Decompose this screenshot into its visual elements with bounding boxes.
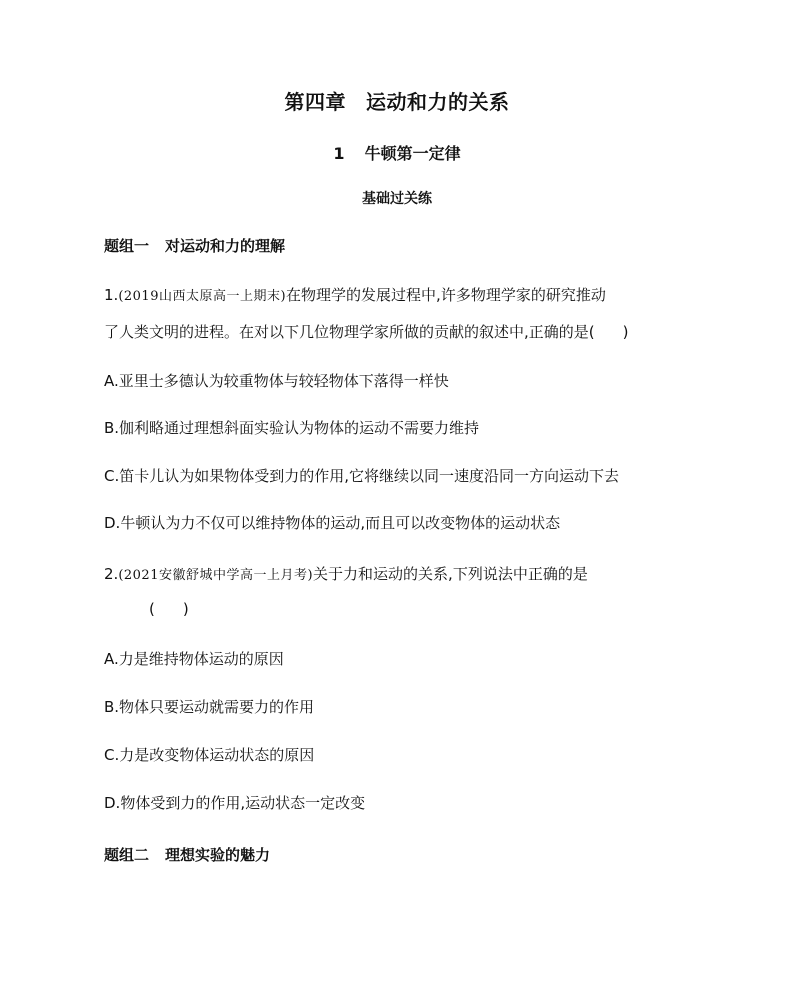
question-number: 2. — [104, 565, 119, 583]
question-2-option-d: D.物体受到力的作用,运动状态一定改变 — [104, 794, 366, 812]
group-heading-1 — [104, 239, 285, 254]
subsection-heading: 基础过关练 — [362, 191, 432, 207]
question-2-line-1 — [104, 567, 588, 582]
paren-close: ) — [182, 600, 189, 618]
chapter-number: 第四章 — [284, 90, 346, 114]
section-title: 牛顿第一定律 — [364, 144, 461, 163]
question-2-option-a: A.力是维持物体运动的原因 — [104, 650, 284, 668]
question-stem: 关于力和运动的关系,下列说法中正确的是 — [313, 565, 588, 583]
group-title: 对运动和力的理解 — [165, 237, 286, 255]
section-number: 1 — [333, 144, 345, 163]
group-title: 理想实验的魅力 — [165, 846, 271, 864]
section-heading — [0, 146, 794, 162]
question-source: (2021安徽舒城中学高一上月考) — [118, 568, 314, 583]
question-source: (2019山西太原高一上期末) — [118, 289, 287, 304]
question-1-option-a: A.亚里士多德认为较重物体与较轻物体下落得一样快 — [104, 372, 449, 390]
question-2-option-c: C.力是改变物体运动状态的原因 — [104, 746, 315, 764]
question-1-option-b: B.伽利略通过理想斜面实验认为物体的运动不需要力维持 — [104, 419, 480, 437]
chapter-heading — [0, 92, 794, 112]
question-stem: 在物理学的发展过程中,许多物理学家的研究推动 — [286, 286, 606, 304]
question-1-option-d: D.牛顿认为力不仅可以维持物体的运动,而且可以改变物体的运动状态 — [104, 514, 561, 532]
paren-close: ) — [622, 323, 629, 341]
chapter-title: 运动和力的关系 — [366, 90, 510, 114]
question-number: 1. — [104, 286, 119, 304]
question-1-line-2 — [104, 325, 628, 340]
paren-open: ( — [149, 600, 155, 618]
question-2-option-b: B.物体只要运动就需要力的作用 — [104, 698, 315, 716]
group-heading-2 — [104, 848, 270, 863]
group-label: 题组一 — [104, 237, 150, 255]
question-1-line-1 — [104, 288, 606, 303]
question-2-answer-bracket — [149, 602, 189, 617]
question-1-option-c: C.笛卡儿认为如果物体受到力的作用,它将继续以同一速度沿同一方向运动下去 — [104, 467, 620, 485]
question-stem: 了人类文明的进程。在对以下几位物理学家所做的贡献的叙述中,正确的是( — [104, 323, 595, 341]
group-label: 题组二 — [104, 846, 150, 864]
